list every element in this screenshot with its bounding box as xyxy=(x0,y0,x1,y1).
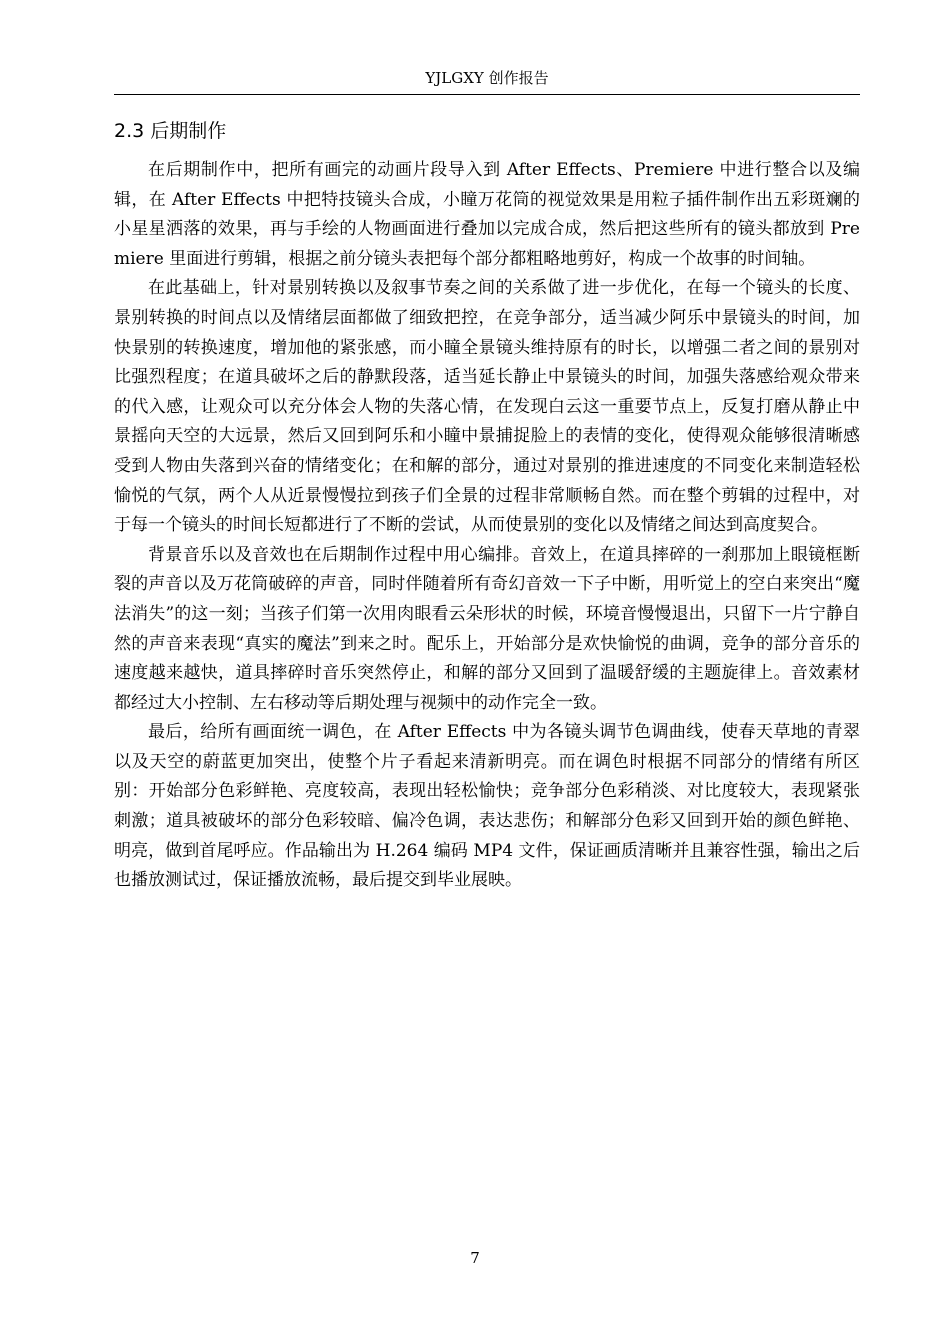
paragraph-music-and-sound: 背景音乐以及音效也在后期制作过程中用心编排。音效上，在道具摔碎的一刹那加上眼镜框断裂的声音以及万花筒破碎的声音，同时伴随着所有奇幻音效一下子中断，用听觉上的空白来突出“魔法消失”的这一刻；当孩子们第一次用肉眼看云朵形状的时候，环境音慢慢退出，只留下一片宁静自然的声音来表现“真实的魔法”到来之时。配乐上，开始部分是欢快愉悦的曲调，竞争的部分音乐的速度越来越快，道具摔碎时音乐突然停止，和解的部分又回到了温暖舒缓的主题旋律上。音效素材都经过大小控制、左右移动等后期处理与视频中的动作完全一致。 xyxy=(114,544,860,713)
paragraph-shot-optimization: 在此基础上，针对景别转换以及叙事节奏之间的关系做了进一步优化，在每一个镜头的长度、景别转换的时间点以及情绪层面都做了细致把控，在竞争部分，适当减少阿乐中景镜头的时间，加快景别的转换速度，增加他的紧张感，而小瞳全景镜头维持原有的时长，以增强二者之间的景别对比强烈程度；在道具破坏之后的静默段落，适当延长静止中景镜头的时间，加强失落感给观众带来的代入感，让观众可以充分体会人物的失落心情，在发现白云这一重要节点上，反复打磨从静止中景摇向天空的大远景，然后又回到阿乐和小瞳中景捕捉脸上的表情的变化，使得观众能够很清晰感受到人物由失落到兴奋的情绪变化；在和解的部分，通过对景别的推进速度的不同变化来制造轻松愉悦的气氛，两个人从近景慢慢拉到孩子们全景的过程非常顺畅自然。而在整个剪辑的过程中，对于每一个镜头的时间长短都进行了不断的尝试，从而使景别的变化以及情绪之间达到高度契合。 xyxy=(114,278,860,536)
page-header xyxy=(114,68,860,95)
page-number: 7 xyxy=(470,1249,480,1267)
paragraph-color-grading-output: 最后，给所有画面统一调色，在 After Effects 中为各镜头调节色调曲线，使春天草地的青翠以及天空的蔚蓝更加突出，使整个片子看起来清新明亮。而在调色时根据不同部分的情绪有所区别：开始部分色彩鲜艳、亮度较高，表现出轻松愉快；竞争部分色彩稍淡、对比度较大，表现紧张刺激；道具被破坏的部分色彩较暗、偏冷色调，表达悲伤；和解部分色彩又回到开始的颜色鲜艳、明亮，做到首尾呼应。作品输出为 H.264 编码 MP4 文件，保证画质清晰并且兼容性强，输出之后也播放测试过，保证播放流畅，最后提交到毕业展映。 xyxy=(114,722,860,891)
paragraph-post-production-editing: 在后期制作中，把所有画完的动画片段导入到 After Effects、Premiere 中进行整合以及编辑，在 After Effects 中把特技镜头合成，小瞳万花筒的视觉效果是用粒子插件制作出五彩斑斓的小星星洒落的效果，再与手绘的人物画面进行叠加以完成合成，然后把这些所有的镜头都放到 Premiere 里面进行剪辑，根据之前分镜头表把每个部分都粗略地剪好，构成一个故事的时间轴。 xyxy=(114,160,860,269)
header-title: YJLGXY 创作报告 xyxy=(425,69,549,87)
page-content xyxy=(114,114,860,896)
section-heading: 2.3 后期制作 xyxy=(114,120,227,142)
